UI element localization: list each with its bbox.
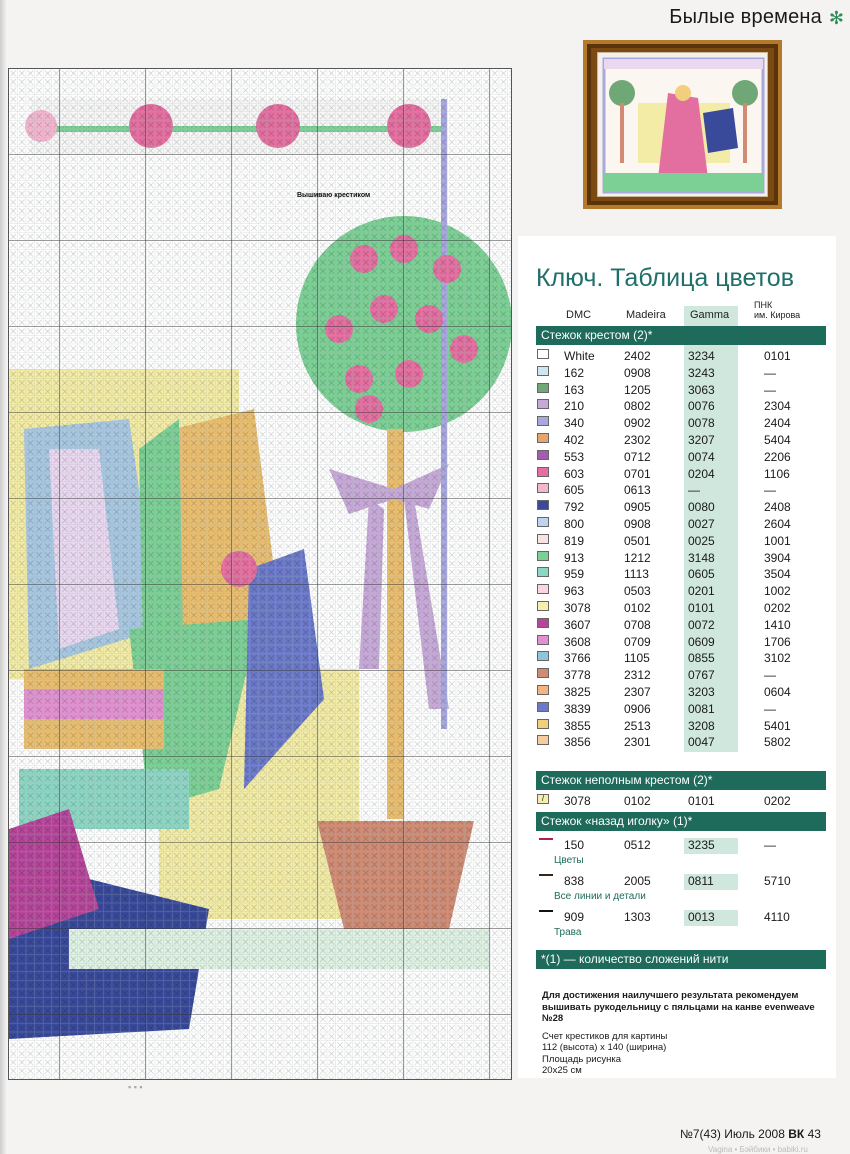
- color-symbol: [537, 651, 549, 661]
- gamma-code: 0811: [688, 874, 714, 888]
- finished-work-photo: [583, 40, 782, 209]
- dmc-code: 819: [564, 533, 585, 548]
- madeira-code: 0501: [624, 533, 651, 548]
- line-swatch: [539, 874, 553, 876]
- madeira-code: 0613: [624, 483, 651, 498]
- madeira-code: 2302: [624, 433, 651, 447]
- color-symbol: [537, 635, 549, 645]
- color-symbol: [537, 735, 549, 745]
- pnk-code: 5401: [764, 718, 791, 733]
- cross-stitch-row: [536, 399, 826, 415]
- dmc-code: 163: [564, 382, 585, 397]
- cross-stitch-pattern: [8, 68, 512, 1080]
- dmc-code: 3778: [564, 668, 591, 683]
- madeira-code: 2301: [624, 735, 651, 750]
- line-swatch: [539, 910, 553, 912]
- gamma-code: 0081: [688, 701, 715, 716]
- color-symbol: [537, 719, 549, 729]
- pnk-code: 2404: [764, 416, 791, 431]
- madeira-code: 1113: [624, 567, 649, 582]
- madeira-code: 0701: [624, 466, 651, 481]
- back-stitch-row: [536, 874, 826, 890]
- watermark: Vagina • Бэйбики • babiki.ru: [708, 1145, 808, 1154]
- gamma-code: 0013: [688, 910, 715, 924]
- gamma-code: 3235: [688, 838, 715, 852]
- col-header-pnk: ПНК: [754, 300, 773, 310]
- cross-stitch-row: [536, 567, 826, 583]
- madeira-code: 0905: [624, 500, 651, 515]
- gamma-code: 0076: [688, 399, 715, 414]
- color-symbol: [537, 383, 549, 393]
- dmc-code: 603: [564, 466, 585, 481]
- cross-stitch-row: [536, 685, 826, 701]
- pnk-code: 4110: [764, 910, 790, 924]
- madeira-code: 1303: [624, 910, 651, 924]
- pnk-code: 1706: [764, 634, 791, 649]
- gamma-code: 3203: [688, 685, 715, 699]
- cross-stitch-row: [536, 735, 826, 751]
- cross-stitch-row: [536, 618, 826, 634]
- color-symbol: [537, 668, 549, 678]
- cross-stitch-row: [536, 433, 826, 449]
- back-stitch-note: Трава: [554, 927, 582, 938]
- dmc-code: 150: [564, 838, 585, 852]
- color-symbol: [537, 433, 549, 443]
- page-footer: [680, 1127, 821, 1141]
- madeira-code: 0708: [624, 617, 651, 632]
- dmc-code: White: [564, 349, 595, 363]
- madeira-code: 1105: [624, 651, 650, 666]
- madeira-code: 0503: [624, 584, 651, 599]
- half-stitch-symbol: /: [537, 794, 549, 804]
- color-symbol: [537, 601, 549, 611]
- color-symbol: [537, 416, 549, 426]
- half-stitch-row: [536, 794, 826, 810]
- dmc-code: 605: [564, 483, 585, 498]
- stitch-label: Вышиваю крестиком: [297, 192, 371, 199]
- cross-stitch-row: [536, 668, 826, 684]
- pnk-code: —: [764, 701, 776, 716]
- section-cross-stitch: Стежок крестом (2)*: [536, 326, 826, 345]
- dmc-code: 3855: [564, 718, 591, 733]
- back-stitch-row: [536, 910, 826, 926]
- dmc-code: 3825: [564, 685, 591, 699]
- key-title: Ключ. Таблица цветов: [536, 264, 794, 292]
- pnk-code: —: [764, 838, 776, 852]
- color-symbol: [537, 567, 549, 577]
- pnk-code: 3102: [764, 651, 791, 666]
- clover-icon: ✻: [828, 8, 844, 28]
- color-symbol: [537, 702, 549, 712]
- madeira-code: 0712: [624, 449, 651, 464]
- color-symbol: [537, 618, 549, 628]
- line-swatch: [539, 838, 553, 840]
- cross-stitch-row: [536, 450, 826, 466]
- cross-stitch-row: [536, 584, 826, 600]
- madeira-code: 0908: [624, 517, 651, 531]
- gamma-code: 0080: [688, 500, 715, 515]
- dmc-code: 340: [564, 416, 585, 431]
- design-area-label: Площадь рисунка: [542, 1053, 621, 1065]
- section-title: Былые времена: [669, 6, 822, 28]
- back-stitch-row: [536, 838, 826, 854]
- pnk-code: 5404: [764, 433, 791, 447]
- pnk-code: 0101: [764, 349, 791, 363]
- madeira-code: 1205: [624, 382, 651, 397]
- page-edge: [0, 0, 6, 1154]
- color-symbol: [537, 551, 549, 561]
- madeira-code: 0802: [624, 399, 651, 414]
- madeira-code: 0102: [624, 601, 651, 615]
- pnk-code: 1410: [764, 617, 791, 632]
- dmc-code: 3078: [564, 794, 591, 808]
- dmc-code: 210: [564, 399, 585, 414]
- issue-number: №7(43) Июль 2008: [680, 1127, 785, 1141]
- color-symbol: [537, 366, 549, 376]
- gamma-code: 0609: [688, 634, 715, 649]
- gamma-code: 0201: [688, 584, 715, 599]
- color-key-table: [518, 236, 836, 1078]
- pnk-code: 5802: [764, 735, 791, 750]
- madeira-code: 0906: [624, 701, 651, 716]
- back-stitch-note: Цветы: [554, 855, 584, 866]
- cross-stitch-row: [536, 601, 826, 617]
- pnk-code: 3504: [764, 567, 791, 582]
- dmc-code: 3607: [564, 617, 591, 632]
- color-symbol: [537, 399, 549, 409]
- gamma-code: 3243: [688, 365, 715, 380]
- madeira-code: 0709: [624, 634, 651, 649]
- gamma-code: —: [688, 483, 700, 498]
- pnk-code: 1001: [764, 533, 791, 548]
- magazine-logo: ВК: [788, 1127, 805, 1141]
- design-area-value: 20x25 см: [542, 1065, 582, 1076]
- dmc-code: 913: [564, 550, 585, 565]
- gamma-code: 0855: [688, 651, 715, 666]
- dmc-code: 838: [564, 874, 585, 888]
- pnk-code: 3904: [764, 550, 791, 565]
- dmc-code: 963: [564, 584, 585, 599]
- cross-stitch-row: [536, 551, 826, 567]
- gamma-code: 3148: [688, 550, 715, 565]
- dmc-code: 3608: [564, 634, 591, 649]
- back-stitch-note: Все линии и детали: [554, 891, 646, 902]
- cross-stitch-row: [536, 651, 826, 667]
- color-symbol: [537, 467, 549, 477]
- color-symbol: [537, 450, 549, 460]
- stitch-count-value: 112 (высота) x 140 (ширина): [542, 1042, 667, 1053]
- pnk-code: 2206: [764, 449, 791, 464]
- pnk-code: 0604: [764, 685, 791, 699]
- color-symbol: [537, 534, 549, 544]
- cross-stitch-row: [536, 719, 826, 735]
- color-symbol: [537, 517, 549, 527]
- cross-stitch-row: [536, 702, 826, 718]
- page-number: 43: [807, 1127, 821, 1141]
- cross-stitch-row: [536, 467, 826, 483]
- pnk-code: —: [764, 668, 776, 683]
- pnk-code: 5710: [764, 874, 791, 888]
- madeira-code: 2402: [624, 349, 651, 363]
- cross-stitch-row: [536, 383, 826, 399]
- col-header-madeira: Madeira: [626, 309, 666, 321]
- cross-stitch-row: [536, 534, 826, 550]
- dmc-code: 3766: [564, 651, 591, 666]
- dmc-code: 3856: [564, 735, 591, 750]
- madeira-code: 2307: [624, 685, 651, 699]
- cross-stitch-row: [536, 349, 826, 365]
- gamma-code: 0101: [688, 601, 715, 615]
- gamma-code: 0078: [688, 416, 715, 431]
- madeira-code: 0102: [624, 794, 651, 808]
- cross-stitch-row: [536, 416, 826, 432]
- madeira-code: 2312: [624, 668, 651, 683]
- madeira-code: 0902: [624, 416, 651, 431]
- dmc-code: 402: [564, 433, 585, 447]
- dmc-code: 909: [564, 910, 585, 924]
- dmc-code: 3839: [564, 701, 591, 716]
- gamma-code: 0047: [688, 735, 715, 750]
- dmc-code: 792: [564, 500, 585, 515]
- madeira-code: 1212: [624, 550, 651, 565]
- col-header-pnk-sub: им. Кирова: [754, 310, 801, 320]
- pnk-code: —: [764, 382, 776, 397]
- gamma-code: 3234: [688, 349, 715, 363]
- gamma-code: 3208: [688, 718, 715, 733]
- pnk-code: 1106: [764, 466, 790, 481]
- gamma-code: 0204: [688, 466, 715, 481]
- pnk-code: 1002: [764, 584, 791, 599]
- gamma-code: 0072: [688, 617, 715, 632]
- pnk-code: 0202: [764, 601, 791, 615]
- footnote-band: *(1) — количество сложений нити: [536, 950, 826, 969]
- pnk-code: 2408: [764, 500, 791, 515]
- bleed-through-text: ▪ ▪ ▪: [128, 1082, 143, 1092]
- madeira-code: 0908: [624, 365, 651, 380]
- pnk-code: —: [764, 365, 776, 380]
- stitch-count-label: Счет крестиков для картины: [542, 1030, 668, 1042]
- pnk-code: 2304: [764, 399, 791, 414]
- gamma-code: 3063: [688, 382, 715, 397]
- gamma-code: 0025: [688, 533, 715, 548]
- color-symbol: [537, 349, 549, 359]
- pnk-code: 2604: [764, 517, 791, 531]
- gamma-code: 0074: [688, 449, 715, 464]
- color-symbol: [537, 483, 549, 493]
- madeira-code: 2005: [624, 874, 651, 888]
- recommendation-note: [542, 990, 824, 1077]
- dmc-code: 3078: [564, 601, 591, 615]
- cross-stitch-row: [536, 366, 826, 382]
- madeira-code: 0512: [624, 838, 651, 852]
- col-header-gamma: Gamma: [690, 309, 730, 321]
- dmc-code: 959: [564, 567, 585, 582]
- col-header-dmc: DMC: [566, 309, 592, 321]
- gamma-code: 0027: [688, 517, 715, 531]
- color-symbol: [537, 500, 549, 510]
- color-symbol: [537, 685, 549, 695]
- gamma-code: 0605: [688, 567, 715, 582]
- dmc-code: 162: [564, 365, 585, 380]
- dmc-code: 553: [564, 449, 585, 464]
- cross-stitch-row: [536, 635, 826, 651]
- color-symbol: [537, 584, 549, 594]
- section-half-stitch: Стежок неполным крестом (2)*: [536, 771, 826, 790]
- madeira-code: 2513: [624, 718, 651, 733]
- pnk-code: 0202: [764, 794, 791, 808]
- cross-stitch-row: [536, 517, 826, 533]
- cross-stitch-row: [536, 500, 826, 516]
- gamma-code: 0767: [688, 668, 715, 683]
- gamma-code: 0101: [688, 794, 715, 808]
- pnk-code: —: [764, 483, 776, 498]
- section-back-stitch: Стежок «назад иголку» (1)*: [536, 812, 826, 831]
- dmc-code: 800: [564, 517, 585, 531]
- recommendation-bold: Для достижения наилучшего результата рекомендуем вышивать рукодельницу с пяльцами на канве evenweave №28: [542, 990, 815, 1024]
- gamma-code: 3207: [688, 433, 715, 447]
- cross-stitch-row: [536, 483, 826, 499]
